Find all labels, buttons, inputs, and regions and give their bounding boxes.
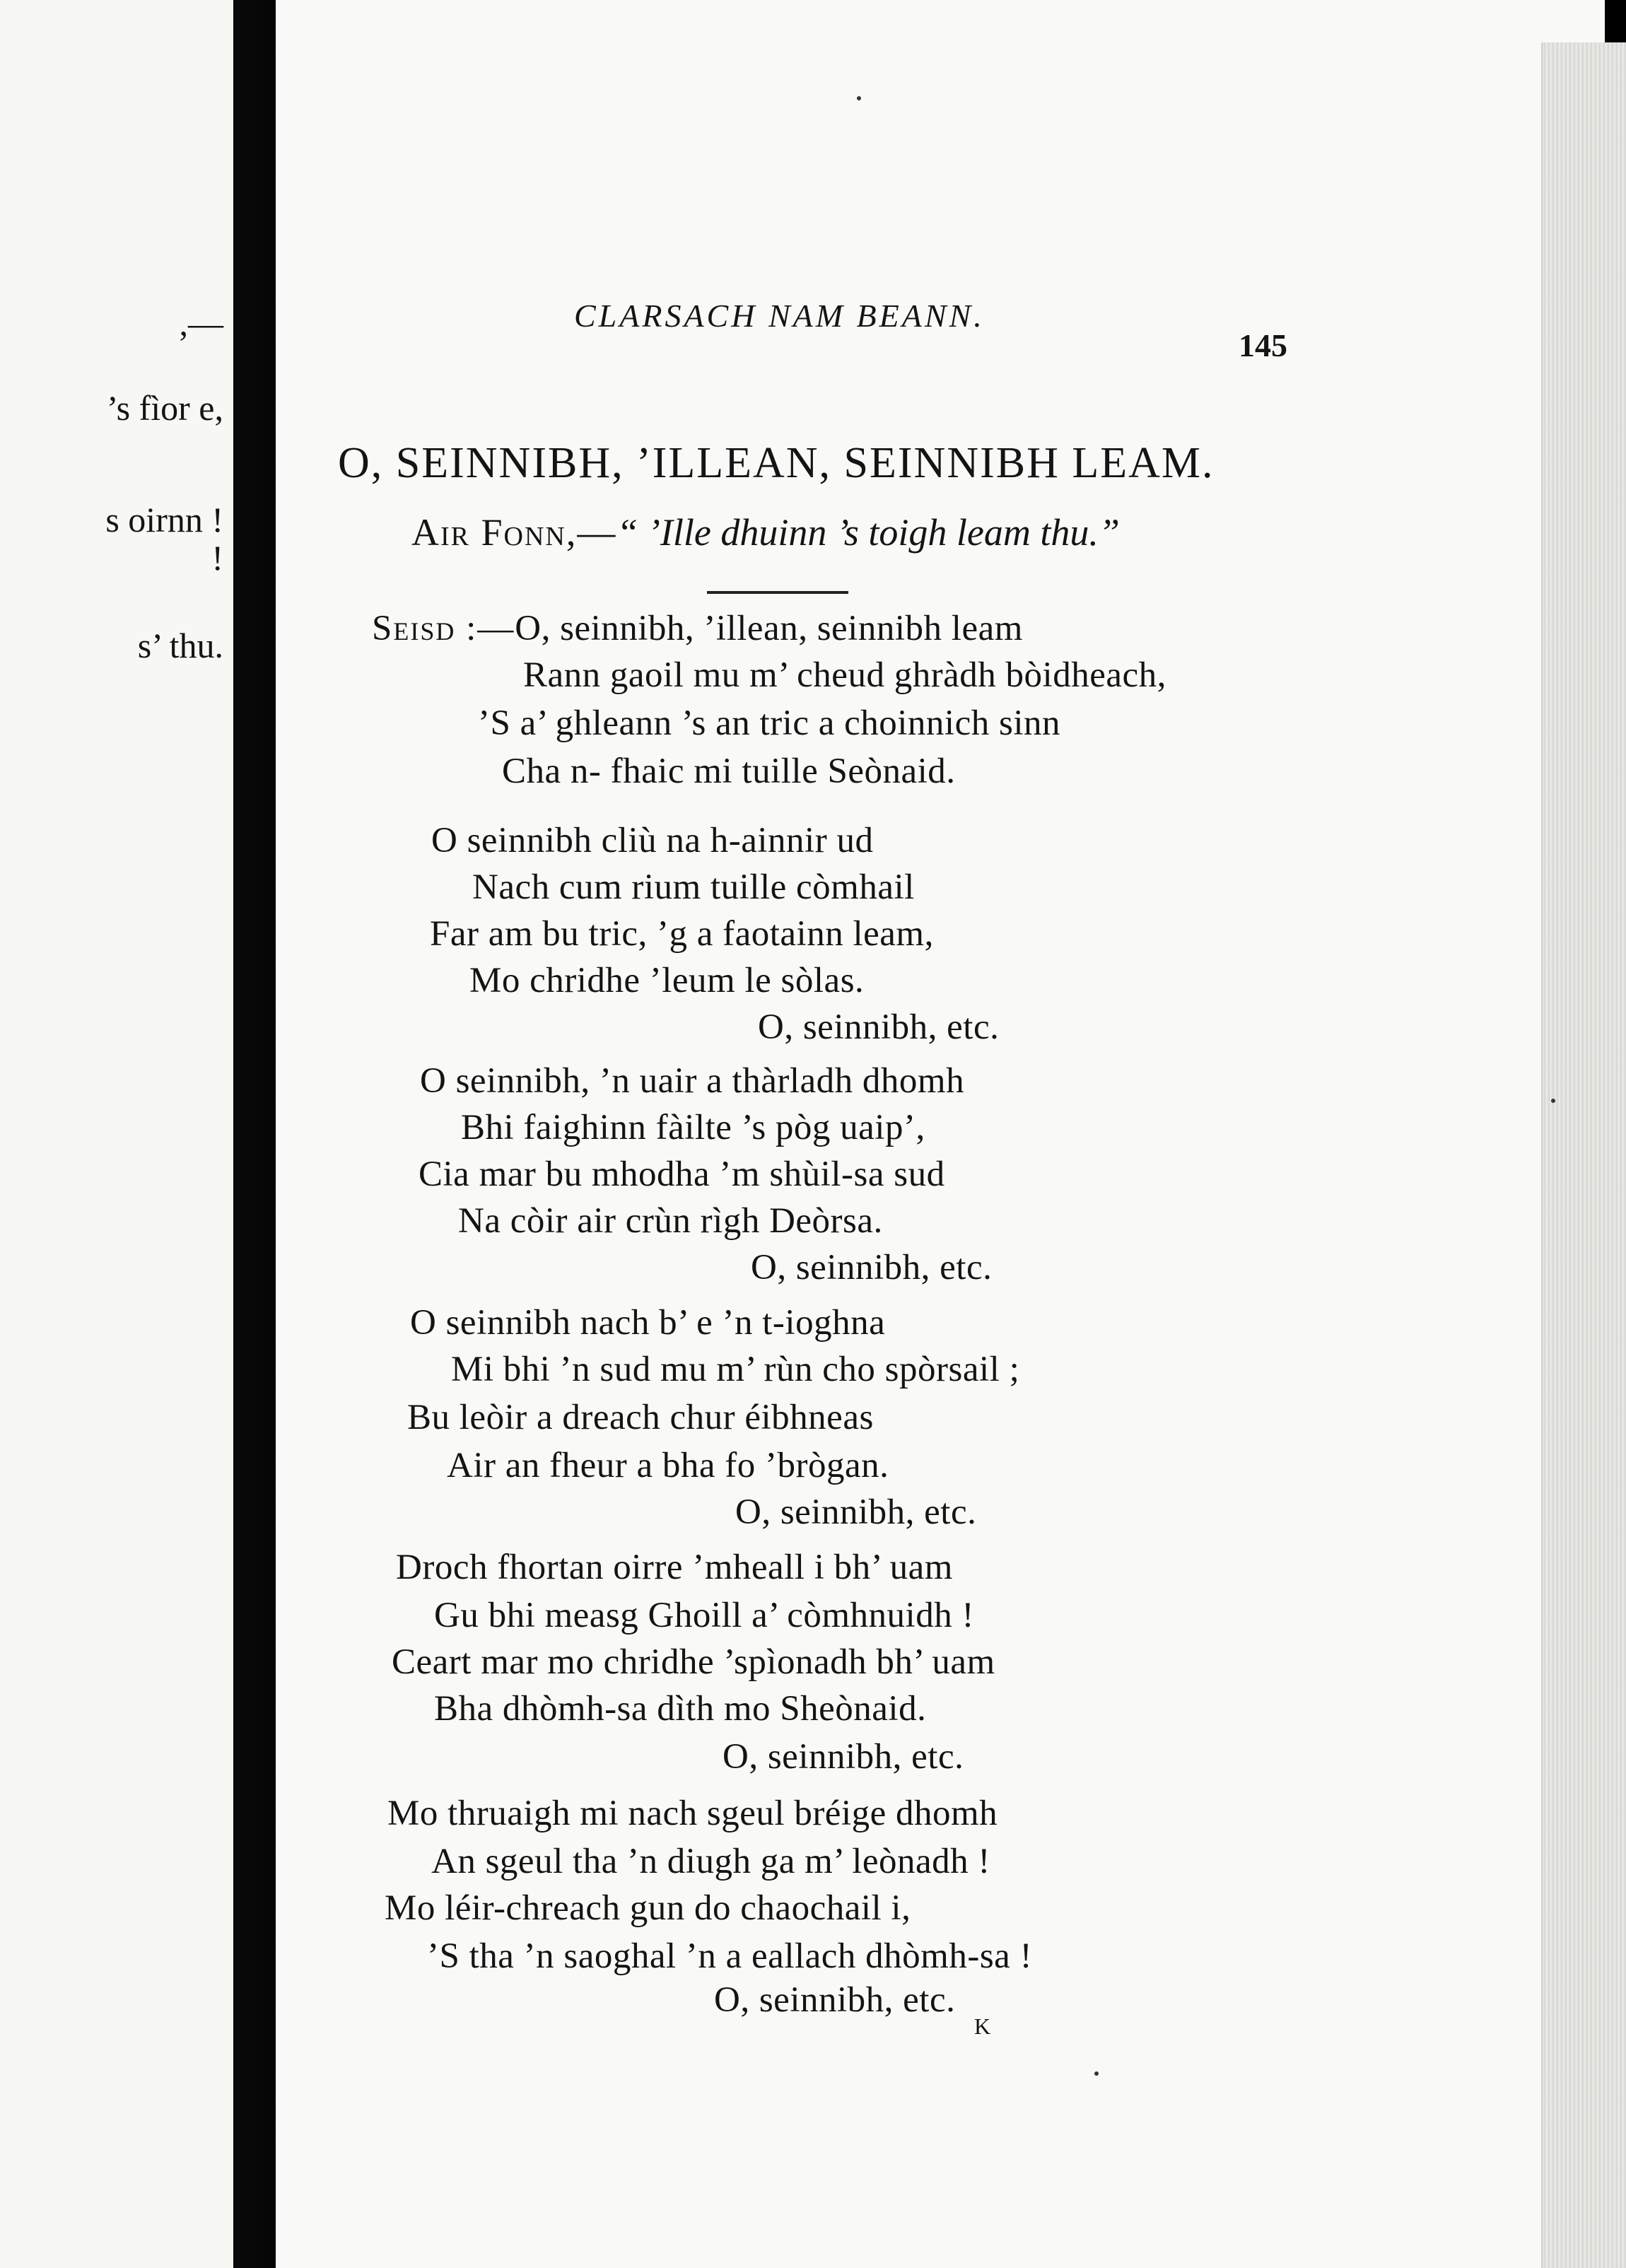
verse-line: ’S tha ’n saoghal ’n a eallach dhòmh-sa !: [427, 1936, 1033, 1976]
page-number: 145: [1239, 327, 1287, 363]
verse-refrain: O, seinnibh, etc.: [751, 1248, 993, 1287]
verse-line: An sgeul tha ’n diugh ga m’ leònadh !: [431, 1842, 990, 1881]
verse-line: O seinnibh, ’n uair a thàrladh dhomh: [420, 1061, 965, 1101]
left-page-fragment: ,—: [179, 303, 223, 343]
song-title: O, SEINNIBH, ’ILLEAN, SEINNIBH LEAM.: [338, 439, 1215, 487]
verse-line: Nach cum rium tuille còmhail: [472, 867, 915, 907]
verse-line: Na còir air crùn rìgh Deòrsa.: [458, 1201, 883, 1241]
verse-line: Cia mar bu mhodha ’m shùil-sa sud: [419, 1155, 945, 1194]
left-page-fragment: s oirnn !: [105, 500, 223, 539]
left-page: [0, 0, 233, 2268]
left-page-fragment: ’s fìor e,: [106, 388, 223, 428]
signature-mark: K: [974, 2013, 991, 2039]
chorus-line: Cha n- fhaic mi tuille Seònaid.: [502, 752, 956, 791]
left-page-fragment: !: [211, 538, 223, 578]
verse-refrain: O, seinnibh, etc.: [758, 1007, 1000, 1047]
verse-line: Mo chridhe ’leum le sòlas.: [469, 961, 865, 1000]
page-speck: [857, 96, 861, 100]
page-edges: [1541, 42, 1626, 2268]
chorus-line: ’S a’ ghleann ’s an tric a choinnich sinn: [478, 703, 1060, 743]
verse-line: Bha dhòmh-sa dìth mo Sheònaid.: [434, 1689, 927, 1729]
page-speck: [1551, 1099, 1555, 1103]
verse-line: Mi bhi ’n sud mu m’ rùn cho spòrsail ;: [451, 1350, 1020, 1389]
left-page-fragment: s’ thu.: [137, 626, 223, 665]
verse-line: Far am bu tric, ’g a faotainn leam,: [430, 914, 934, 954]
air-label: Air Fonn,—: [411, 511, 617, 554]
page-speck: [1094, 2071, 1099, 2076]
verse-line: Gu bhi measg Ghoill a’ còmhnuidh !: [434, 1596, 974, 1635]
title-rule: [707, 591, 848, 594]
chorus-line: O, seinnibh, ’illean, seinnibh leam: [515, 609, 1023, 648]
verse-line: O seinnibh cliù na h-ainnir ud: [431, 821, 874, 860]
verse-line: Mo léir-chreach gun do chaochail i,: [385, 1888, 911, 1928]
verse-line: Ceart mar mo chridhe ’spìonadh bh’ uam: [392, 1642, 995, 1682]
verse-line: Bu leòir a dreach chur éibhneas: [407, 1398, 874, 1437]
verse-refrain: O, seinnibh, etc.: [735, 1492, 977, 1532]
air-line: [411, 510, 1120, 554]
chorus-label: Seisd :—: [372, 609, 515, 648]
verse-line: Air an fheur a bha fo ’brògan.: [447, 1446, 889, 1485]
verse-line: Bhi faighinn fàilte ’s pòg uaip’,: [461, 1108, 925, 1147]
book-gutter: [233, 0, 276, 2268]
verse-line: Droch fhortan oirre ’mheall i bh’ uam: [396, 1548, 953, 1587]
verse-line: O seinnibh nach b’ e ’n t-ioghna: [410, 1303, 886, 1343]
air-tune: “ ’Ille dhuinn ’s toigh leam thu.”: [616, 511, 1120, 554]
chorus-first-line: [372, 608, 1023, 649]
verse-refrain: O, seinnibh, etc.: [723, 1737, 964, 1777]
running-head: CLARSACH NAM BEANN.: [574, 298, 985, 334]
verse-refrain: O, seinnibh, etc.: [714, 1980, 956, 2020]
chorus-line: Rann gaoil mu m’ cheud ghràdh bòidheach,: [523, 655, 1166, 695]
verse-line: Mo thruaigh mi nach sgeul bréige dhomh: [387, 1794, 998, 1833]
